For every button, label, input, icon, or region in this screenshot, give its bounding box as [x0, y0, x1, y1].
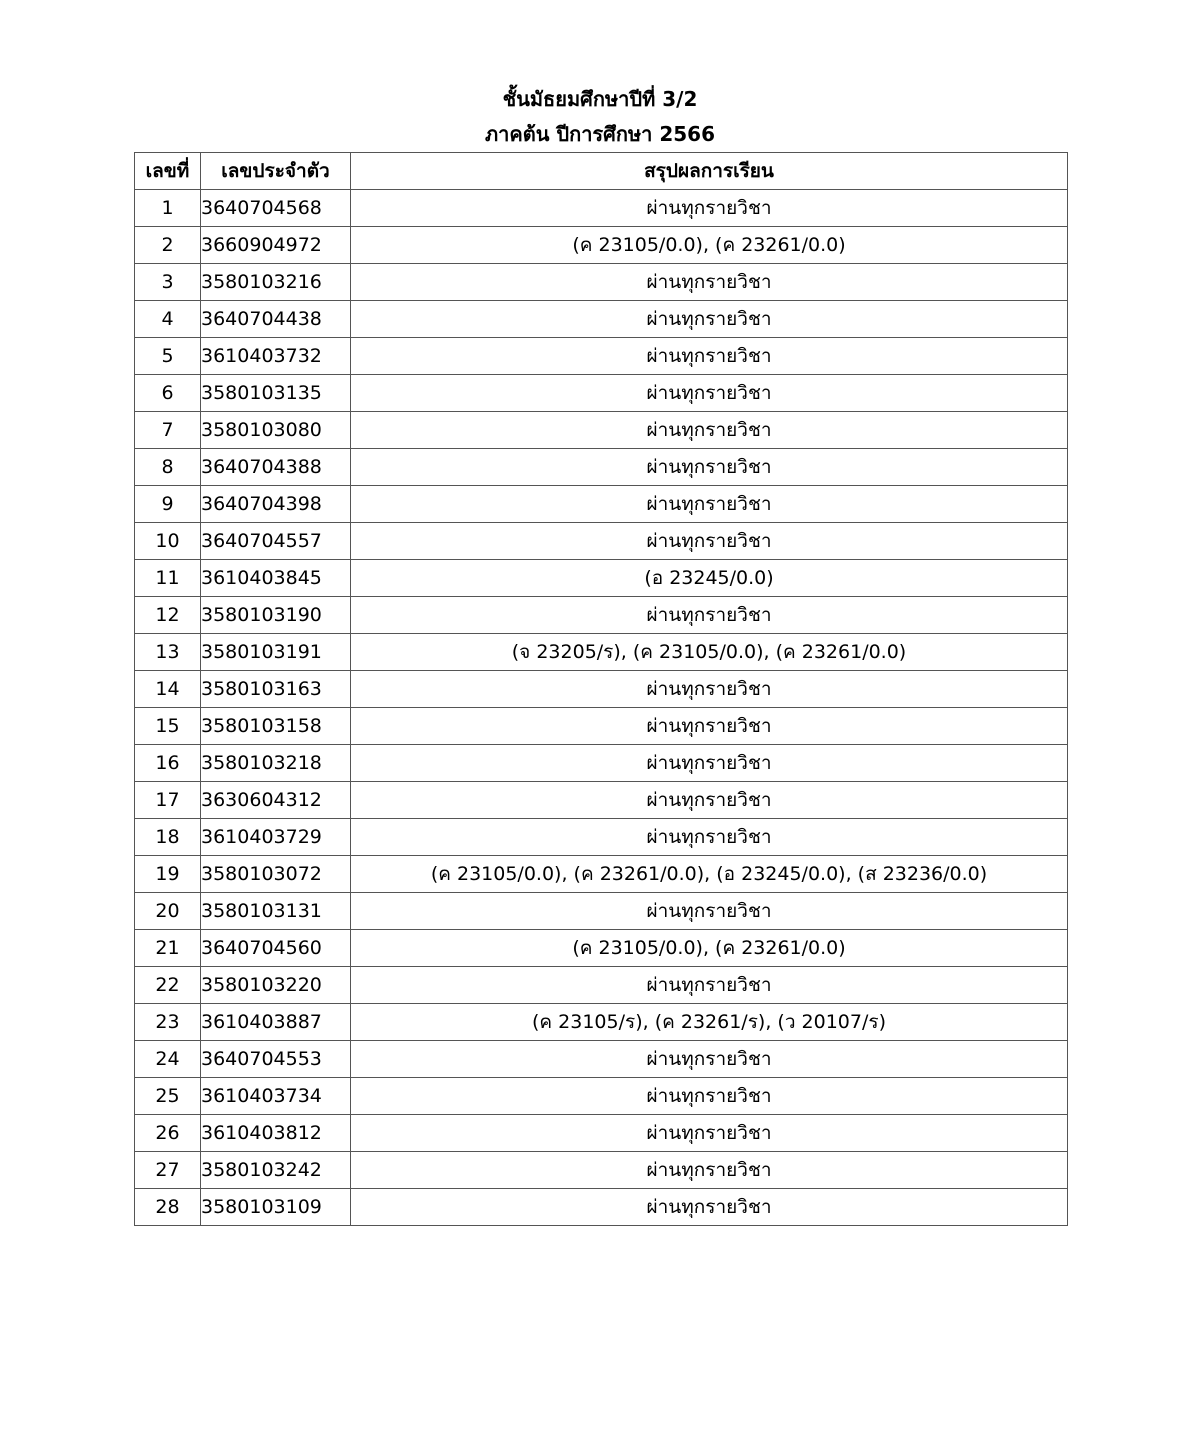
table-row: [135, 264, 1068, 301]
row-result: (อ 23245/0.0): [351, 560, 1068, 597]
table-row: [135, 597, 1068, 634]
row-result: ผ่านทุกรายวิชา: [351, 782, 1068, 819]
table-row: [135, 671, 1068, 708]
table-row: [135, 745, 1068, 782]
table-row: [135, 930, 1068, 967]
table-row: [135, 1152, 1068, 1189]
row-result: ผ่านทุกรายวิชา: [351, 449, 1068, 486]
row-student-id: 3580103135: [201, 375, 351, 412]
row-result: ผ่านทุกรายวิชา: [351, 1189, 1068, 1226]
table-row: [135, 893, 1068, 930]
row-number: 1: [135, 190, 201, 227]
row-result: ผ่านทุกรายวิชา: [351, 1041, 1068, 1078]
row-student-id: 3640704560: [201, 930, 351, 967]
row-student-id: 3640704388: [201, 449, 351, 486]
row-student-id: 3580103190: [201, 597, 351, 634]
row-student-id: 3640704568: [201, 190, 351, 227]
row-student-id: 3580103216: [201, 264, 351, 301]
row-result: (ค 23105/0.0), (ค 23261/0.0), (อ 23245/0.0), (ส 23236/0.0): [351, 856, 1068, 893]
row-result: ผ่านทุกรายวิชา: [351, 1152, 1068, 1189]
row-number: 23: [135, 1004, 201, 1041]
row-student-id: 3640704398: [201, 486, 351, 523]
row-student-id: 3580103080: [201, 412, 351, 449]
row-student-id: 3610403887: [201, 1004, 351, 1041]
table-row: [135, 782, 1068, 819]
table-row: [135, 449, 1068, 486]
table-row: [135, 1078, 1068, 1115]
row-student-id: 3660904972: [201, 227, 351, 264]
row-student-id: 3580103220: [201, 967, 351, 1004]
row-result: ผ่านทุกรายวิชา: [351, 967, 1068, 1004]
row-number: 28: [135, 1189, 201, 1226]
row-number: 17: [135, 782, 201, 819]
row-result: (ค 23105/0.0), (ค 23261/0.0): [351, 227, 1068, 264]
row-result: ผ่านทุกรายวิชา: [351, 264, 1068, 301]
table-row: [135, 634, 1068, 671]
row-result: ผ่านทุกรายวิชา: [351, 597, 1068, 634]
row-student-id: 3610403729: [201, 819, 351, 856]
row-number: 21: [135, 930, 201, 967]
row-student-id: 3580103109: [201, 1189, 351, 1226]
row-student-id: 3580103072: [201, 856, 351, 893]
page-subtitle: ภาคต้น ปีการศึกษา 2566: [484, 122, 716, 146]
row-result: ผ่านทุกรายวิชา: [351, 375, 1068, 412]
table-row: [135, 819, 1068, 856]
table-row: [135, 1004, 1068, 1041]
table-header-row: [135, 153, 1068, 190]
row-result: ผ่านทุกรายวิชา: [351, 708, 1068, 745]
row-student-id: 3580103191: [201, 634, 351, 671]
table-row: [135, 967, 1068, 1004]
table-row: [135, 1189, 1068, 1226]
row-number: 5: [135, 338, 201, 375]
row-student-id: 3610403732: [201, 338, 351, 375]
table-row: [135, 1041, 1068, 1078]
row-result: ผ่านทุกรายวิชา: [351, 1115, 1068, 1152]
table-row: [135, 1115, 1068, 1152]
row-number: 20: [135, 893, 201, 930]
row-result: (จ 23205/ร), (ค 23105/0.0), (ค 23261/0.0): [351, 634, 1068, 671]
row-number: 14: [135, 671, 201, 708]
row-number: 27: [135, 1152, 201, 1189]
table-row: [135, 560, 1068, 597]
row-number: 9: [135, 486, 201, 523]
row-number: 22: [135, 967, 201, 1004]
table-row: [135, 856, 1068, 893]
table-row: [135, 375, 1068, 412]
row-student-id: 3640704557: [201, 523, 351, 560]
table-row: [135, 486, 1068, 523]
row-result: ผ่านทุกรายวิชา: [351, 671, 1068, 708]
table-row: [135, 708, 1068, 745]
table-row: [135, 338, 1068, 375]
row-number: 12: [135, 597, 201, 634]
row-result: ผ่านทุกรายวิชา: [351, 1078, 1068, 1115]
row-result: (ค 23105/ร), (ค 23261/ร), (ว 20107/ร): [351, 1004, 1068, 1041]
table-row: [135, 412, 1068, 449]
row-number: 11: [135, 560, 201, 597]
row-number: 7: [135, 412, 201, 449]
page-title: ชั้นมัธยมศึกษาปีที่ 3/2: [502, 87, 698, 111]
header-number: เลขที่: [135, 153, 201, 190]
row-result: ผ่านทุกรายวิชา: [351, 523, 1068, 560]
table-row: [135, 190, 1068, 227]
row-student-id: 3640704438: [201, 301, 351, 338]
row-number: 6: [135, 375, 201, 412]
row-student-id: 3580103158: [201, 708, 351, 745]
row-number: 8: [135, 449, 201, 486]
row-result: ผ่านทุกรายวิชา: [351, 819, 1068, 856]
header-student-id: เลขประจำตัว: [201, 153, 351, 190]
row-number: 24: [135, 1041, 201, 1078]
row-number: 16: [135, 745, 201, 782]
row-number: 25: [135, 1078, 201, 1115]
row-number: 13: [135, 634, 201, 671]
row-number: 10: [135, 523, 201, 560]
row-student-id: 3610403734: [201, 1078, 351, 1115]
row-result: ผ่านทุกรายวิชา: [351, 893, 1068, 930]
row-result: ผ่านทุกรายวิชา: [351, 338, 1068, 375]
row-number: 18: [135, 819, 201, 856]
row-student-id: 3580103218: [201, 745, 351, 782]
row-student-id: 3610403845: [201, 560, 351, 597]
row-student-id: 3640704553: [201, 1041, 351, 1078]
table-row: [135, 227, 1068, 264]
table-body: [135, 190, 1068, 1226]
row-result: ผ่านทุกรายวิชา: [351, 486, 1068, 523]
row-number: 19: [135, 856, 201, 893]
row-result: ผ่านทุกรายวิชา: [351, 301, 1068, 338]
table-row: [135, 301, 1068, 338]
row-number: 4: [135, 301, 201, 338]
table-row: [135, 523, 1068, 560]
row-student-id: 3580103242: [201, 1152, 351, 1189]
row-result: ผ่านทุกรายวิชา: [351, 412, 1068, 449]
header-result: สรุปผลการเรียน: [351, 153, 1068, 190]
row-result: ผ่านทุกรายวิชา: [351, 190, 1068, 227]
row-student-id: 3580103163: [201, 671, 351, 708]
row-student-id: 3630604312: [201, 782, 351, 819]
row-result: (ค 23105/0.0), (ค 23261/0.0): [351, 930, 1068, 967]
row-result: ผ่านทุกรายวิชา: [351, 745, 1068, 782]
row-number: 15: [135, 708, 201, 745]
row-number: 2: [135, 227, 201, 264]
row-student-id: 3580103131: [201, 893, 351, 930]
results-table: [134, 152, 1068, 1226]
row-number: 3: [135, 264, 201, 301]
row-student-id: 3610403812: [201, 1115, 351, 1152]
row-number: 26: [135, 1115, 201, 1152]
